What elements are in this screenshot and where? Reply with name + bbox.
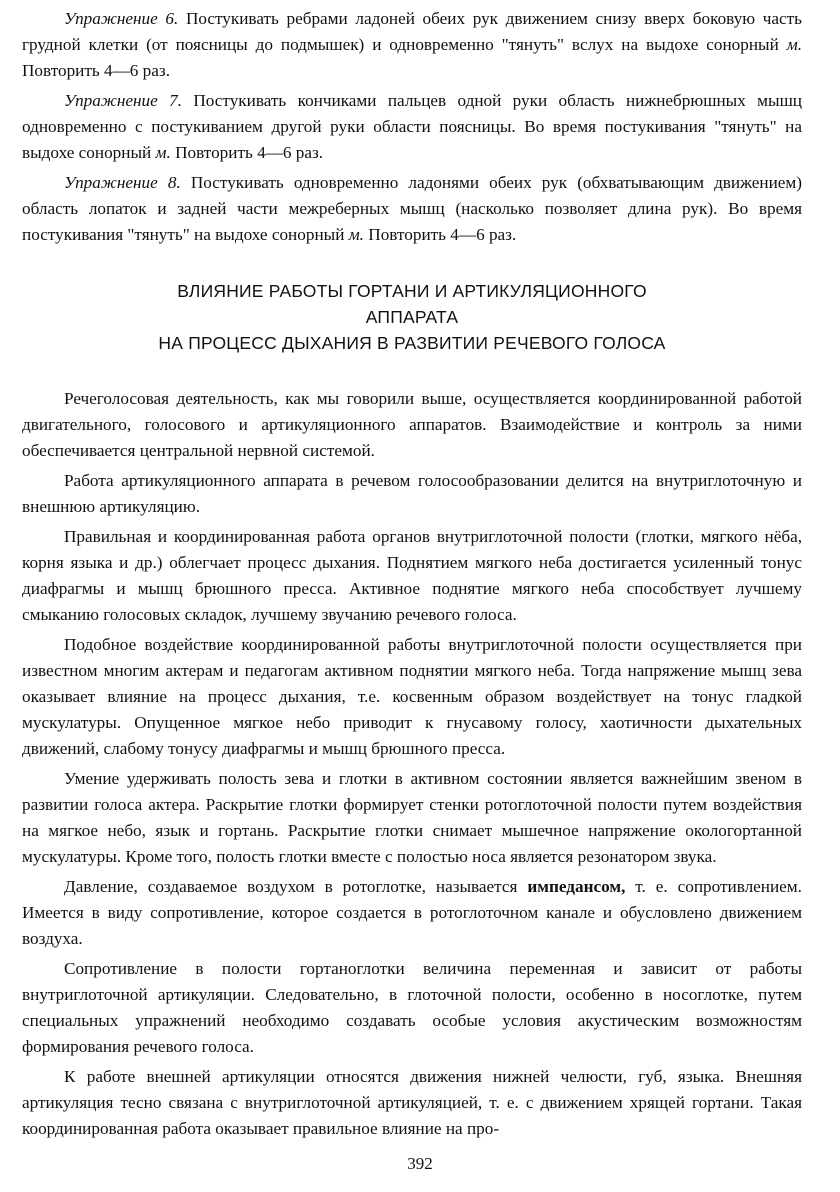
paragraph-6-end: т. е. сопротивлением. Имеется в виду сопротивление, которое создается в ротоглоточном канале и обусловлено движением воздуха. bbox=[22, 877, 802, 948]
paragraph-4: Подобное воздействие координированной работы внутриглоточной полости осуществляется при известном многим актерам и педагогам активном поднятии мягкого неба. Тогда напряжение мышц зева оказывает влияние на процесс дыхания, т.е. косвенным образом воздействует на тонус гладкой мускулатуры. Опущенное мягкое небо приводит к гнусавому голосу, хаотичности дыхательных движений, слабому тонусу диафрагмы и мышц брюшного пресса. bbox=[22, 635, 802, 758]
exercise-sound: м. bbox=[786, 35, 802, 54]
exercise-label: Упражнение bbox=[64, 9, 158, 28]
exercise-label: Упражнение bbox=[64, 173, 158, 192]
exercise-tail: Повторить 4—6 раз. bbox=[170, 143, 324, 162]
page-number: 392 bbox=[407, 1154, 433, 1173]
paragraph-2: Работа артикуляционного аппарата в речевом голосообразовании делится на внутриглоточную и внешнюю артикуляцию. bbox=[22, 471, 802, 516]
exercise-8 bbox=[22, 170, 802, 248]
exercise-number: 7. bbox=[169, 91, 182, 110]
paragraph-6-start: Давление, создаваемое воздухом в ротоглотке, называется bbox=[64, 877, 528, 896]
exercise-label: Упражнение bbox=[64, 91, 158, 110]
exercise-6 bbox=[22, 6, 802, 84]
paragraph-3: Правильная и координированная работа органов внутриглоточной полости (глотки, мягкого нёба, корня языка и др.) облегчает процесс дыхания. Поднятием мягкого неба достигается усиленный тонус диафрагмы и мышц брюшного пресса. Активное поднятие мягкого неба способствует лучшему смыканию голосовых складок, лучшему звучанию речевого голоса. bbox=[22, 527, 802, 624]
exercise-number: 6. bbox=[165, 9, 179, 28]
paragraph-6 bbox=[22, 874, 802, 952]
paragraph-8: К работе внешней артикуляции относятся движения нижней челюсти, губ, языка. Внешняя артикуляция тесно связана с внутриглоточной артикуляцией, т. е. с движением хрящей гортани. Такая координированная работа оказывает правильное влияние на про- bbox=[22, 1067, 802, 1138]
paragraph-7: Сопротивление в полости гортаноглотки величина переменная и зависит от работы внутриглоточной артикуляции. Следовательно, в глоточной полости, особенно в носоглотке, путем специальных упражнений необходимо создавать особые условия акустическим возможностям формирования речевого голоса. bbox=[22, 959, 802, 1056]
exercise-text: Постукивать одновременно ладонями обеих рук (обхватывающим движением) область лопаток и задней части межреберных мышц (насколько позволяет длина рук). Во время постукивания "тянуть" на выдохе сонорный bbox=[22, 173, 803, 244]
page-content bbox=[22, 6, 802, 1146]
heading-line-1: ВЛИЯНИЕ РАБОТЫ ГОРТАНИ И АРТИКУЛЯЦИОННОГО bbox=[177, 281, 647, 301]
exercise-7 bbox=[22, 88, 802, 166]
section-heading bbox=[22, 278, 802, 356]
paragraph-1: Речеголосовая деятельность, как мы говорили выше, осуществляется координированной работой двигательного, голосового и артикуляционного аппаратов. Взаимодействие и контроль за ними обеспечивается центральной нервной системой. bbox=[22, 389, 802, 460]
heading-line-3: НА ПРОЦЕСС ДЫХАНИЯ В РАЗВИТИИ РЕЧЕВОГО ГОЛОСА bbox=[158, 333, 666, 353]
exercise-sound: м. bbox=[348, 225, 364, 244]
exercise-sound: м. bbox=[155, 143, 171, 162]
paragraph-5: Умение удерживать полость зева и глотки в активном состоянии является важнейшим звеном в развитии голоса актера. Раскрытие глотки формирует стенки ротоглоточной полости путем воздействия на мягкое небо, язык и гортань. Раскрытие глотки снимает мышечное напряжение окологортанной мускулатуры. Кроме того, полость глотки вместе с полостью носа является резонатором звука. bbox=[22, 769, 802, 866]
exercise-tail: Повторить 4—6 раз. bbox=[363, 225, 517, 244]
exercise-text: Постукивать кончиками пальцев одной руки область нижнебрюшных мышц одновременно с постукиванием другой руки области поясницы. Во время постукивания "тянуть" на выдохе сонорный bbox=[22, 91, 803, 162]
section-body bbox=[22, 386, 802, 1142]
exercise-tail: Повторить 4—6 раз. bbox=[22, 61, 170, 80]
heading-line-2: АППАРАТА bbox=[365, 307, 459, 327]
exercise-number: 8. bbox=[167, 173, 181, 192]
impedance-term: импедансом, bbox=[527, 877, 626, 896]
exercise-text: Постукивать ребрами ладоней обеих рук движением снизу вверх боковую часть грудной клетки (от поясницы до подмышек) и одновременно "тянуть" вслух на выдохе сонорный bbox=[22, 9, 803, 54]
